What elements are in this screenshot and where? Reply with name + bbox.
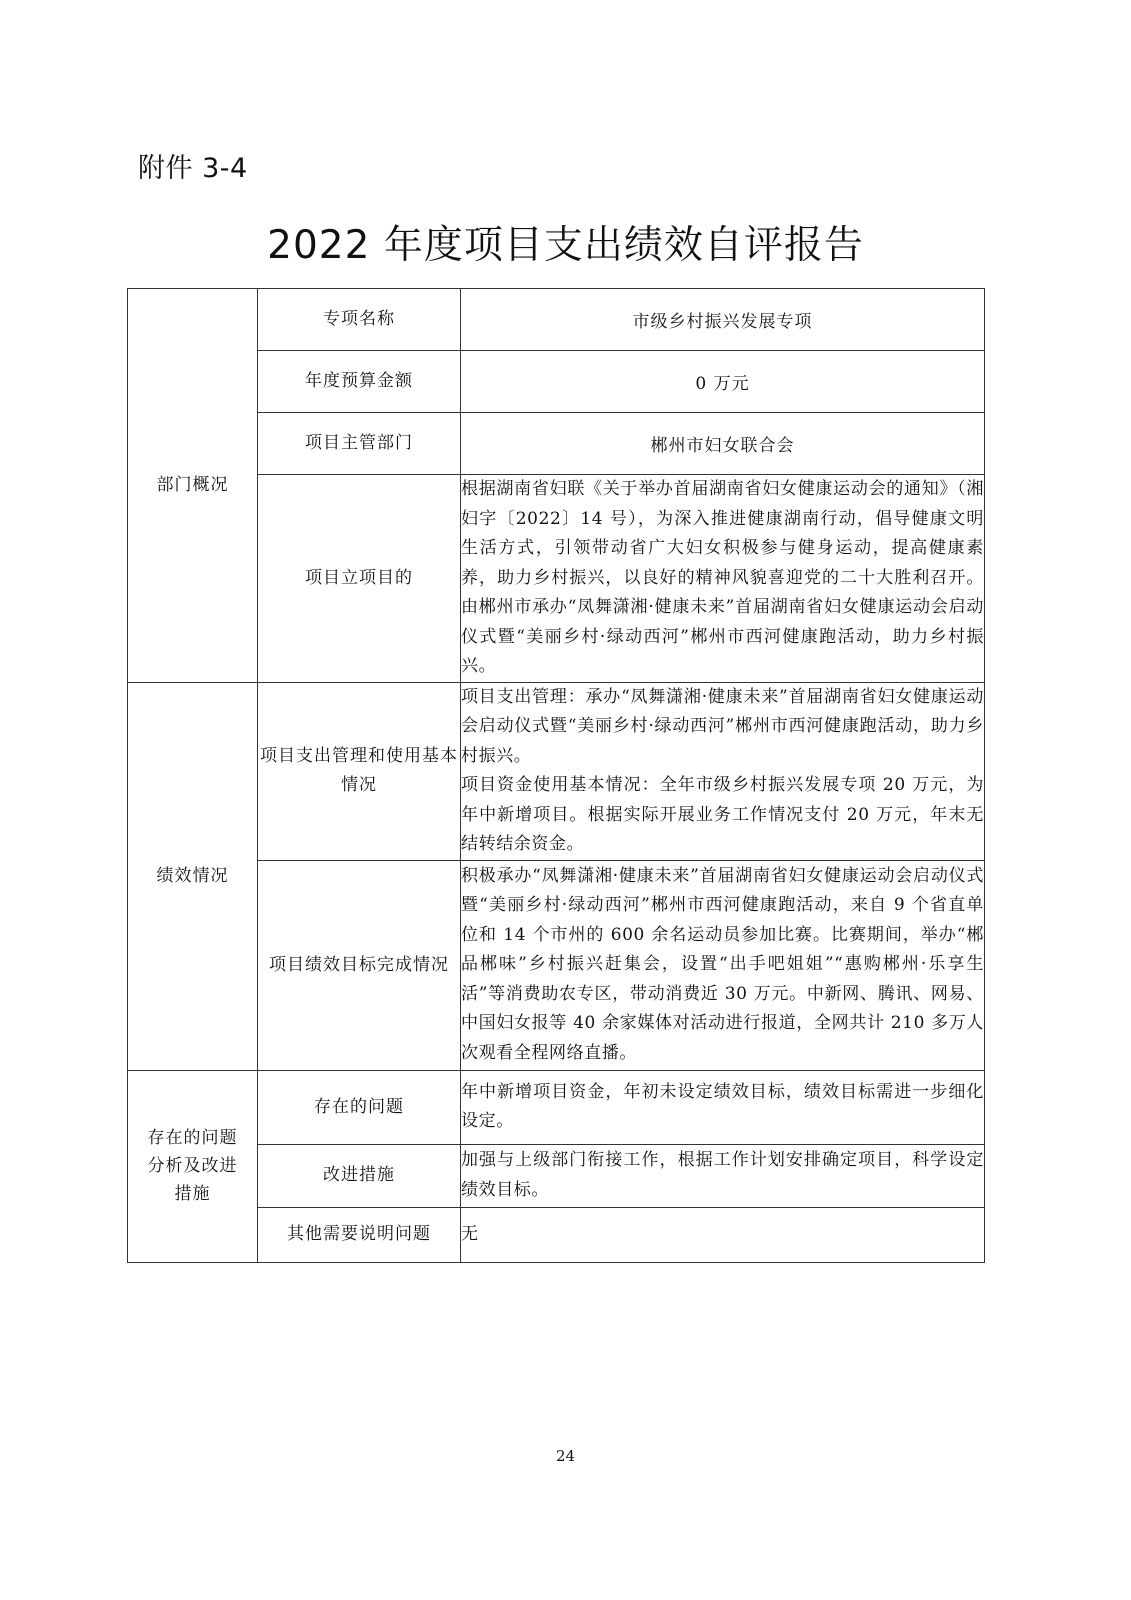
value-budget: 0 万元 — [461, 351, 985, 413]
value-management — [461, 682, 985, 860]
table-row — [128, 289, 985, 351]
value-goals: 积极承办“凤舞潇湘·健康未来”首届湖南省妇女健康运动会启动仪式暨“美丽乡村·绿动西河”郴州市西河健康跑活动，来自 9 个省直单位和 14 个市州的 600 余名运动员参加比赛。比赛期间，举办“郴品郴味”乡村振兴赶集会，设置“出手吧姐姐”“惠购郴州·乐享生活”等消费助农专区，带动消费近 30 万元。中新网、腾讯、网易、中国妇女报等 40 余家媒体对活动进行报道，全网共计 210 多万人次观看全程网络直播。 — [461, 860, 985, 1070]
value-issues: 年中新增项目资金，年初未设定绩效目标，绩效目标需进一步细化设定。 — [461, 1070, 985, 1144]
label-measures: 改进措施 — [258, 1144, 461, 1207]
management-paragraph: 项目支出管理：承办“凤舞潇湘·健康未来”首届湖南省妇女健康运动会启动仪式暨“美丽乡村·绿动西河”郴州市西河健康跑活动，助力乡村振兴。 — [461, 686, 984, 766]
value-other: 无 — [461, 1207, 985, 1262]
label-budget: 年度预算金额 — [258, 351, 461, 413]
report-title: 2022 年度项目支出绩效自评报告 — [267, 223, 864, 268]
value-project-name: 市级乡村振兴发展专项 — [461, 289, 985, 351]
label-management: 项目支出管理和使用基本情况 — [258, 682, 461, 860]
value-purpose: 根据湖南省妇联《关于举办首届湖南省妇女健康运动会的通知》（湘妇字〔2022〕14 号），为深入推进健康湖南行动，倡导健康文明生活方式，引领带动省广大妇女积极参与健身运动，提高健康素养，助力乡村振兴，以良好的精神风貌喜迎党的二十大胜利召开。由郴州市承办“凤舞潇湘·健康未来”首届湖南省妇女健康运动会启动仪式暨“美丽乡村·绿动西河”郴州市西河健康跑活动，助力乡村振兴。 — [461, 475, 985, 683]
value-department: 郴州市妇女联合会 — [461, 413, 985, 475]
performance-report-table — [127, 288, 985, 1263]
section-performance: 绩效情况 — [128, 682, 258, 1070]
label-project-name: 专项名称 — [258, 289, 461, 351]
section-problems: 存在的问题分析及改进措施 — [128, 1070, 258, 1262]
section-overview: 部门概况 — [128, 289, 258, 683]
label-other: 其他需要说明问题 — [258, 1207, 461, 1262]
label-goals: 项目绩效目标完成情况 — [258, 860, 461, 1070]
label-purpose: 项目立项目的 — [258, 475, 461, 683]
funds-paragraph: 项目资金使用基本情况：全年市级乡村振兴发展专项 20 万元，为年中新增项目。根据实际开展业务工作情况支付 20 万元，年末无结转结余资金。 — [461, 775, 984, 854]
value-measures: 加强与上级部门衔接工作，根据工作计划安排确定项目，科学设定绩效目标。 — [461, 1144, 985, 1207]
attachment-label: 附件 3-4 — [138, 153, 248, 184]
label-department: 项目主管部门 — [258, 413, 461, 475]
label-issues: 存在的问题 — [258, 1070, 461, 1144]
table-row — [128, 682, 985, 860]
page-number: 24 — [555, 1447, 576, 1465]
table-row — [128, 1070, 985, 1144]
